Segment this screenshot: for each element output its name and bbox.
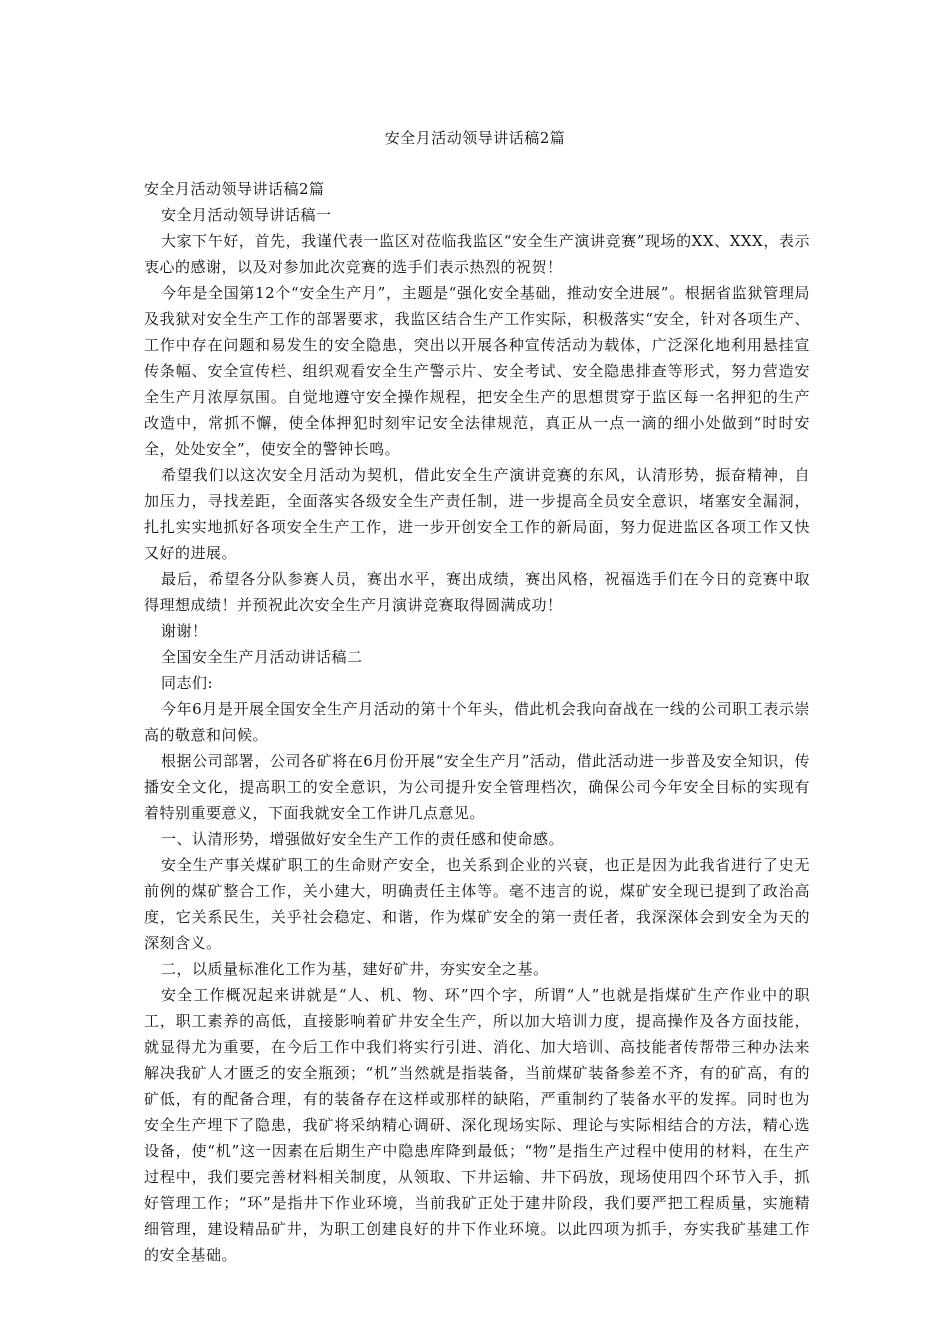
paragraph-subheading-one: 安全月活动领导讲话稿一 <box>161 206 332 224</box>
paragraph: 今年6月是开展全国安全生产月活动的第十个年头，借此机会我向奋战在一线的公司职工表示崇高的敬意和问候。 <box>144 700 810 744</box>
paragraph: 安全工作概况起来讲就是“人、机、物、环”四个字，所谓“人”也就是指煤矿生产作业中的职工，职工素养的高低，直接影响着矿井安全生产，所以加大培训力度，提高操作及各方面技能，就显得尤为重要，在今后工作中我们将实行引进、消化、加大培训、高技能者传帮带三种办法来解决我矿人才匮乏的安全瓶颈；“机”当然就是指装备，当前煤矿装备参差不齐，有的矿高，有的矿低，有的配备合理，有的装备存在这样或那样的缺陷，严重制约了装备水平的发挥。同时也为安全生产埋下了隐患，我矿将采纳精心调研、深化现场实际、理论与实际相结合的方法，精心选设备，使“机”这一因素在后期生产中隐患库降到最低；“物”是指生产过程中使用的材料，在生产过程中，我们要完善材料相关制度，从领取、下井运输、井下码放，现场使用四个环节入手，抓好管理工作；“环”是指井下作业环境，当前我矿正处于建井阶段，我们要严把工程质量，实施精细管理，建设精品矿井，为职工创建良好的井下作业环境。以此四项为抓手，夯实我矿基建工作的安全基础。 <box>144 986 810 1264</box>
document-body <box>144 176 810 1268</box>
paragraph-subheading-two: 全国安全生产月活动讲话稿二 <box>161 648 363 666</box>
paragraph-salutation: 同志们: <box>161 674 214 692</box>
paragraph-heading: 安全月活动领导讲话稿2篇 <box>144 180 325 198</box>
paragraph: 最后，希望各分队参赛人员，赛出水平，赛出成绩，赛出风格，祝福选手们在今日的竞赛中取得理想成绩！并预祝此次安全生产月演讲竞赛取得圆满成功！ <box>144 570 810 614</box>
document-title: 安全月活动领导讲话稿2篇 <box>384 129 566 147</box>
paragraph: 安全生产事关煤矿职工的生命财产安全，也关系到企业的兴衰，也正是因为此我省进行了史无前例的煤矿整合工作，关小建大，明确责任主体等。毫不违言的说，煤矿安全现已提到了政治高度，它关系民生，关乎社会稳定、和谐，作为煤矿安全的第一责任者，我深深体会到安全为天的深刻含义。 <box>144 856 810 952</box>
paragraph-section-heading: 一、认清形势，增强做好安全生产工作的责任感和使命感。 <box>161 830 565 848</box>
paragraph: 今年是全国第12个“安全生产月”，主题是“强化安全基础，推动安全进展”。根据省监狱管理局及我狱对安全生产工作的部署要求，我监区结合生产工作实际，积极落实“安全，针对各项生产、工作中存在问题和易发生的安全隐患，突出以开展各种宣传活动为载体，广泛深化地利用悬挂宣传条幅、安全宣传栏、组织观看安全生产警示片、安全考试、安全隐患排查等形式，努力营造安全生产月浓厚氛围。自觉地遵守安全操作规程，把安全生产的思想贯穿于监区每一名押犯的生产改造中，常抓不懈，使全体押犯时刻牢记安全法律规范，真正从一点一滴的细小处做到“时时安全，处处安全”，使安全的警钟长鸣。 <box>144 284 810 458</box>
paragraph: 大家下午好，首先，我谨代表一监区对莅临我监区“安全生产演讲竞赛”现场的XX、XXX，表示衷心的感谢，以及对参加此次竞赛的选手们表示热烈的祝贺！ <box>144 232 810 276</box>
paragraph: 希望我们以这次安全月活动为契机，借此安全生产演讲竞赛的东风，认清形势，振奋精神，自加压力，寻找差距，全面落实各级安全生产责任制，进一步提高全员安全意识，堵塞安全漏洞，扎扎实实地抓好各项安全生产工作，进一步开创安全工作的新局面，努力促进监区各项工作又快又好的进展。 <box>144 466 810 562</box>
paragraph: 根据公司部署，公司各矿将在6月份开展“安全生产月”活动，借此活动进一步普及安全知识，传播安全文化，提高职工的安全意识，为公司提升安全管理档次，确保公司今年安全目标的实现有着特别重要意义，下面我就安全工作讲几点意见。 <box>144 752 810 822</box>
paragraph-section-heading: 二，以质量标准化工作为基，建好矿井，夯实安全之基。 <box>161 960 549 978</box>
paragraph: 谢谢！ <box>161 622 208 640</box>
